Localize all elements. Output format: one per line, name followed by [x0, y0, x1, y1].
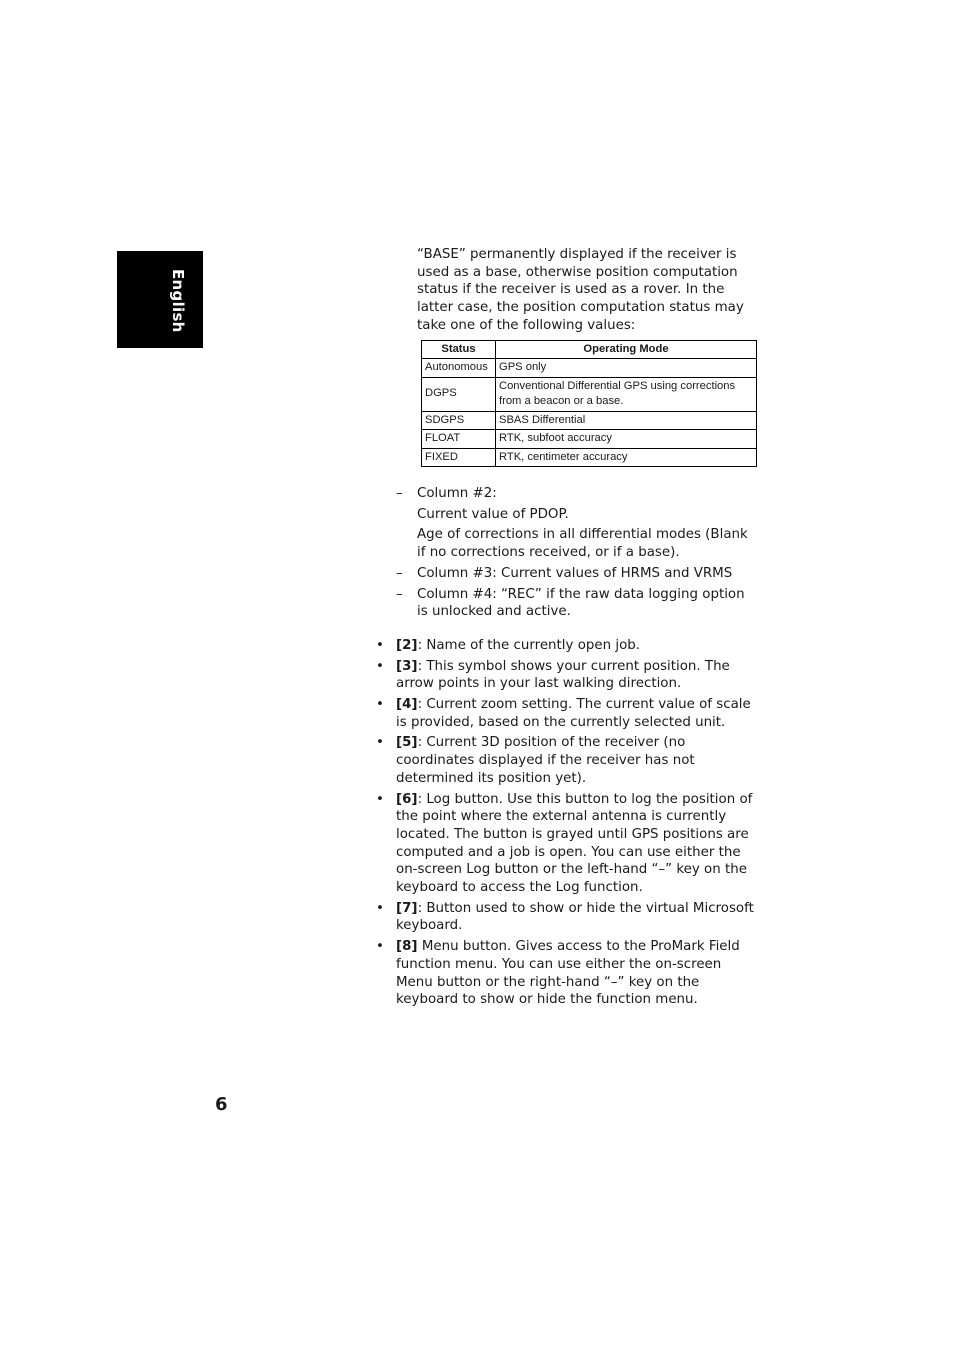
table-row [422, 411, 757, 430]
list-item [374, 637, 759, 655]
list-item [374, 734, 759, 787]
callout-tag: [5] [396, 735, 418, 751]
callout-tag: [4] [396, 697, 418, 713]
table-row [422, 430, 757, 449]
intro-paragraph: “BASE” permanently displayed if the receiver is used as a base, otherwise position computation status if the receiver is used as a rover. In the latter case, the position computation status may take one of the following values: [417, 247, 744, 333]
callout-tag: [3] [396, 658, 418, 674]
table-cell-mode: RTK, subfoot accuracy [496, 430, 757, 449]
list-item [374, 938, 759, 1009]
list-item [374, 791, 759, 897]
table-header-row [422, 340, 757, 359]
language-tab-label: English [169, 269, 187, 333]
list-item-column-4 [374, 586, 759, 621]
list-item [374, 900, 759, 935]
column-2-line-2: Age of corrections in all differential modes (Blank if no corrections received, or if a base). [417, 527, 748, 561]
list-item [374, 696, 759, 731]
callout-tag: [6] [396, 791, 418, 807]
table-cell-status: FIXED [422, 448, 496, 467]
callout-text: : Current 3D position of the receiver (no coordinates displayed if the receiver has not determined its position yet). [396, 735, 695, 786]
column-3-text: Column #3: Current values of HRMS and VRMS [417, 565, 733, 581]
bullet-marker: • [376, 735, 384, 751]
callout-text: Menu button. Gives access to the ProMark Field function menu. You can use either the on-screen Menu button or the right-hand “–” key on the keyboard to show or hide the function menu. [396, 939, 740, 1008]
language-tab [117, 251, 203, 348]
callout-tag: [2] [396, 637, 418, 653]
bullet-marker: • [376, 697, 384, 713]
table-cell-mode: GPS only [496, 359, 757, 378]
dash-marker: – [396, 586, 403, 602]
table-row [422, 377, 757, 411]
table-header-status: Status [422, 340, 496, 359]
table-cell-status: Autonomous [422, 359, 496, 378]
table-row [422, 359, 757, 378]
list-item [374, 658, 759, 693]
column-2-line-1: Current value of PDOP. [417, 506, 569, 522]
list-item-column-3 [374, 565, 759, 583]
bullet-marker: • [376, 939, 384, 955]
table-cell-status: FLOAT [422, 430, 496, 449]
callout-tag: [8] [396, 939, 418, 955]
callout-list [374, 637, 759, 1009]
callout-tag: [7] [396, 900, 418, 916]
table-cell-mode: SBAS Differential [496, 411, 757, 430]
list-item-column-2 [374, 485, 759, 562]
table-cell-mode: RTK, centimeter accuracy [496, 448, 757, 467]
status-table [421, 340, 757, 468]
table-cell-status: SDGPS [422, 411, 496, 430]
bullet-marker: • [376, 900, 384, 916]
column-list [374, 485, 759, 621]
table-cell-status: DGPS [422, 377, 496, 411]
callout-text: : Button used to show or hide the virtual Microsoft keyboard. [396, 900, 754, 934]
page-content [374, 246, 759, 1012]
callout-text: : Name of the currently open job. [417, 637, 641, 653]
bullet-marker: • [376, 658, 384, 674]
table-header-operating-mode: Operating Mode [496, 340, 757, 359]
bullet-marker: • [376, 791, 384, 807]
column-2-title: Column #2: [417, 486, 497, 502]
callout-text: : Log button. Use this button to log the position of the point where the external antenna is currently located. The button is grayed until GPS positions are computed and a job is open. You can use either the on-screen Log button or the left-hand “–” key on the keyboard to access the Log function. [396, 791, 753, 896]
callout-text: : This symbol shows your current position. The arrow points in your last walking direction. [396, 658, 730, 692]
dash-marker: – [396, 486, 403, 502]
callout-text: : Current zoom setting. The current value of scale is provided, based on the currently selected unit. [396, 697, 751, 730]
table-row [422, 448, 757, 467]
dash-marker: – [396, 565, 403, 581]
bullet-marker: • [376, 637, 384, 653]
column-4-text: Column #4: “REC” if the raw data logging option is unlocked and active. [417, 586, 745, 620]
table-cell-mode: Conventional Differential GPS using corrections from a beacon or a base. [496, 377, 757, 411]
page-number: 6 [215, 1094, 228, 1115]
